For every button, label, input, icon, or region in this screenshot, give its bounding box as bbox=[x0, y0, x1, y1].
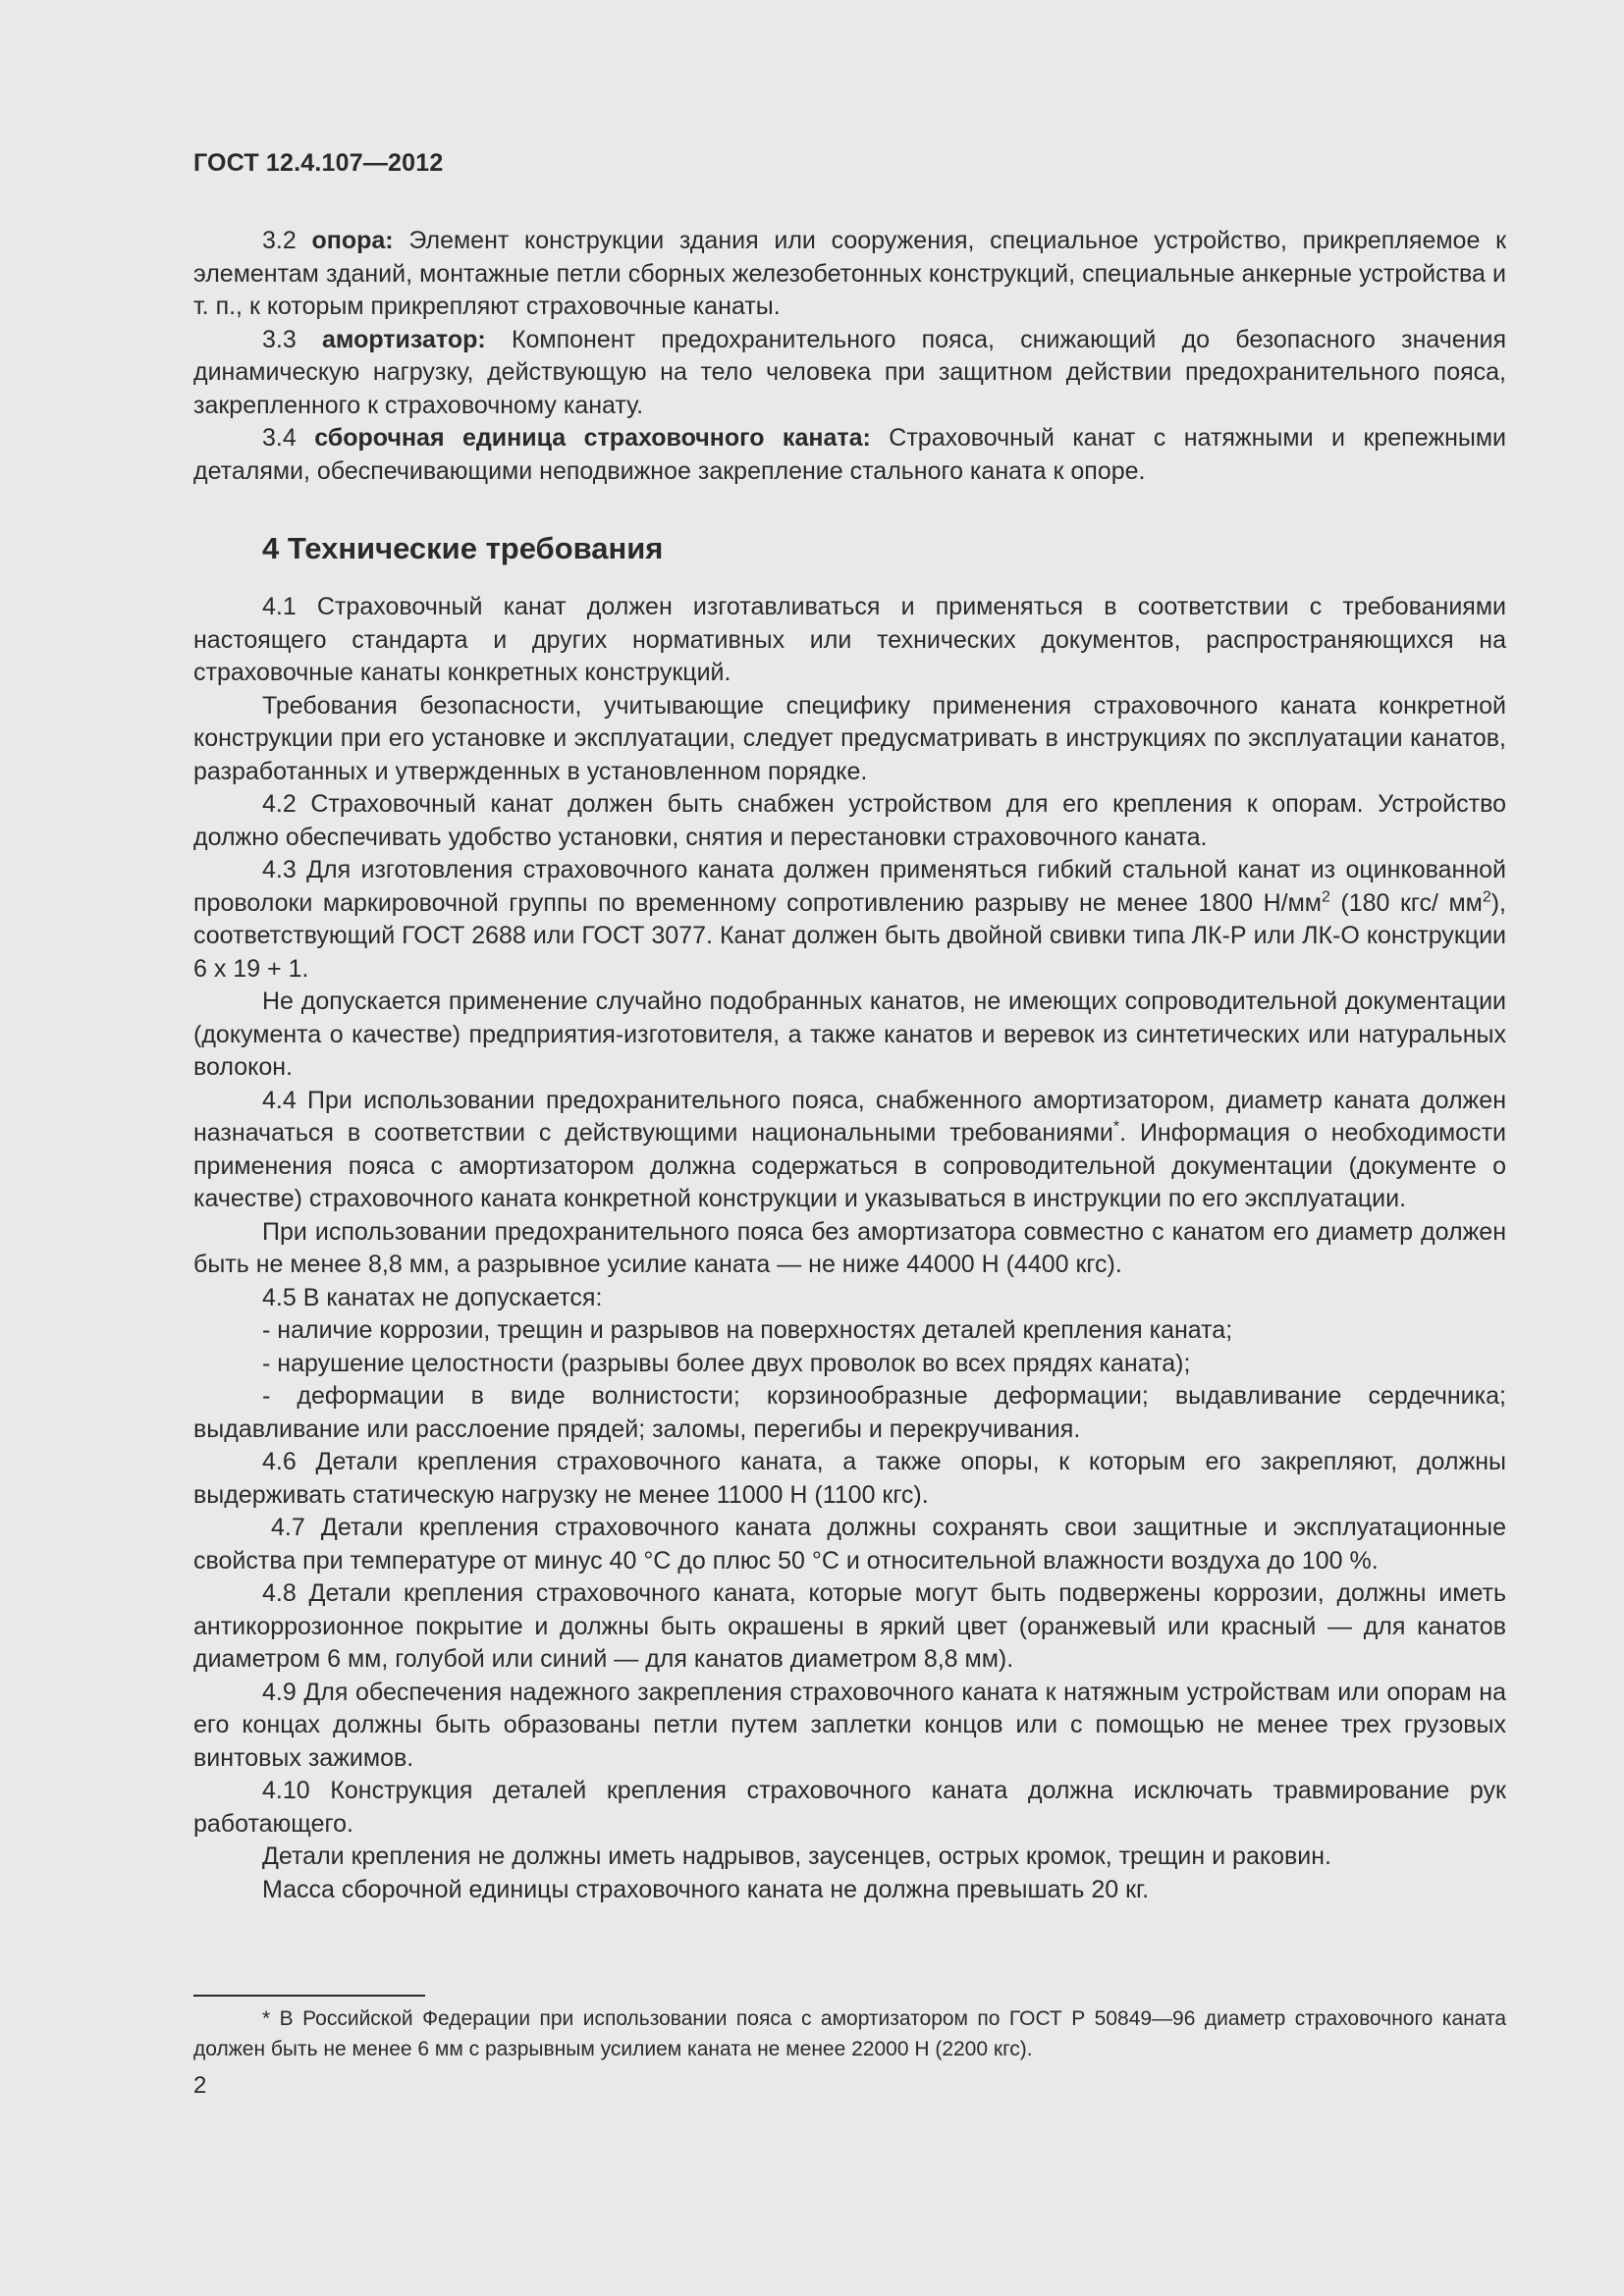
paragraph-4-10: 4.10 Конструкция деталей крепления страховочного каната должна исключать травмирование рук работающего. bbox=[193, 1777, 1506, 1838]
list-item: - деформации в виде волнистости; корзинообразные деформации; выдавливание сердечника; выдавливание или расслоение прядей; заломы, перегибы и перекручивания. bbox=[193, 1382, 1506, 1443]
paragraph-4-4-part1: 4.4 При использовании предохранительного пояса, снабженного амортизатором, диаметр каната должен назначаться в соответствии с действующими национальными требованиями bbox=[193, 1086, 1506, 1147]
definition-term: амортизатор: bbox=[322, 325, 486, 353]
definition-3-3 bbox=[193, 324, 1506, 423]
paragraph-4-5: 4.5 В канатах не допускается: bbox=[262, 1283, 603, 1311]
paragraph-4-4 bbox=[193, 1085, 1506, 1216]
definition-number: 3.4 bbox=[262, 424, 297, 452]
definition-text: Элемент конструкции здания или сооружения, специальное устройство, прикрепляемое к элементам зданий, монтажные петли сборных железобетонных конструкций, специальные анкерные устройства и т. п., к которым прикрепляют страховочные канаты. bbox=[193, 227, 1507, 320]
definition-number: 3.2 bbox=[262, 227, 297, 254]
superscript: 2 bbox=[1482, 887, 1491, 905]
paragraph-4-8: 4.8 Детали крепления страховочного каната, которые могут быть подвержены коррозии, должны иметь антикоррозионное покрытие и должны быть окрашены в яркий цвет (оранжевый или красный — для канатов диаметром 6 мм, голубой или синий — для канатов диаметром 8,8 мм). bbox=[193, 1579, 1506, 1673]
paragraph-4-10-details: Детали крепления не должны иметь надрывов, заусенцев, острых кромок, трещин и раковин. bbox=[262, 1842, 1331, 1870]
paragraph-4-4-part2: . Информация о необходимости применения пояса с амортизатором должна содержаться в сопроводительной документации (документе о качестве) страховочного каната конкретной конструкции и указываться в инструкции по его эксплуатации. bbox=[193, 1119, 1506, 1212]
definition-text: Страховочный канат с натяжными и крепежными деталями, обеспечивающими неподвижное закрепление стального каната к опоре. bbox=[193, 424, 1506, 485]
section-heading: 4 Технические требования bbox=[262, 531, 664, 565]
page-number: 2 bbox=[193, 2072, 207, 2099]
definition-text: Компонент предохранительного пояса, снижающий до безопасного значения динамическую нагрузку, действующую на тело человека при защитном действии предохранительного пояса, закрепленного к страховочному канату. bbox=[193, 325, 1507, 419]
paragraph-4-10-mass: Масса сборочной единицы страховочного каната не должна превышать 20 кг. bbox=[262, 1875, 1150, 1903]
paragraph-4-6: 4.6 Детали крепления страховочного каната, а также опоры, к которым его закрепляют, должны выдерживать статическую нагрузку не менее 11000 Н (1100 кгс). bbox=[193, 1448, 1506, 1509]
paragraph-4-4-no-absorber: При использовании предохранительного пояса без амортизатора совместно с канатом его диаметр должен быть не менее 8,8 мм, а разрывное усилие каната — не ниже 44000 Н (4400 кгс). bbox=[193, 1217, 1506, 1278]
paragraph-4-3-restriction: Не допускается применение случайно подобранных канатов, не имеющих сопроводительной документации (документа о качестве) предприятия-изготовителя, а также канатов и веревок из синтетических или натуральных волокон. bbox=[193, 988, 1506, 1081]
footnote-marker: * bbox=[1112, 1118, 1120, 1136]
paragraph-4-9: 4.9 Для обеспечения надежного закрепления страховочного каната к натяжным устройствам или опорам на его концах должны быть образованы петли путем заплетки концов или с помощью не менее трех грузовых винтовых зажимов. bbox=[193, 1678, 1506, 1772]
paragraph-4-1: 4.1 Страховочный канат должен изготавливаться и применяться в соответствии с требованиями настоящего стандарта и других нормативных или технических документов, распространяющихся на страховочные канаты конкретных конструкций. bbox=[193, 593, 1506, 686]
footnote-divider bbox=[193, 1995, 425, 1997]
definition-term: сборочная единица страховочного каната: bbox=[314, 424, 871, 452]
paragraph-4-7: 4.7 Детали крепления страховочного каната должны сохранять свои защитные и эксплуатационные свойства при температуре от минус 40 °С до плюс 50 °С и относительной влажности воздуха до 100 %. bbox=[193, 1514, 1506, 1575]
list-item: - наличие коррозии, трещин и разрывов на поверхностях деталей крепления каната; bbox=[262, 1316, 1233, 1344]
paragraph-4-2: 4.2 Страховочный канат должен быть снабжен устройством для его крепления к опорам. Устройство должно обеспечивать удобство установки, снятия и перестановки страховочного каната. bbox=[193, 790, 1506, 851]
document-body bbox=[193, 225, 1506, 1906]
paragraph-4-3 bbox=[193, 854, 1506, 986]
footnote: * В Российской Федерации при использовании пояса с амортизатором по ГОСТ Р 50849—96 диаметр страховочного каната должен быть не менее 6 мм с разрывным усилием каната не менее 22000 Н (2200 кгс). bbox=[193, 2007, 1506, 2060]
paragraph-4-1-safety: Требования безопасности, учитывающие специфику применения страховочного каната конкретной конструкции при его установке и эксплуатации, следует предусматривать в инструкциях по эксплуатации канатов, разработанных и утвержденных в установленном порядке. bbox=[193, 691, 1506, 785]
paragraph-4-3-part1: 4.3 Для изготовления страховочного каната должен применяться гибкий стальной канат из оцинкованной проволоки маркировочной группы по временному сопротивлению разрыву не менее 1800 Н/мм bbox=[193, 856, 1506, 917]
definition-3-2 bbox=[193, 225, 1506, 324]
paragraph-4-3-part3: ), соответствующий ГОСТ 2688 или ГОСТ 3077. Канат должен быть двойной свивки типа ЛК-Р или ЛК-О конструкции 6 х 19 + 1. bbox=[193, 888, 1507, 983]
superscript: 2 bbox=[1321, 887, 1330, 905]
document-code-header: ГОСТ 12.4.107—2012 bbox=[193, 149, 444, 177]
definition-3-4 bbox=[193, 422, 1506, 488]
definition-number: 3.3 bbox=[262, 325, 297, 353]
paragraph-4-3-part2: (180 кгс/ мм bbox=[1329, 888, 1483, 917]
list-item: - нарушение целостности (разрывы более двух проволок во всех прядях каната); bbox=[262, 1349, 1191, 1377]
definition-term: опора: bbox=[311, 227, 394, 254]
